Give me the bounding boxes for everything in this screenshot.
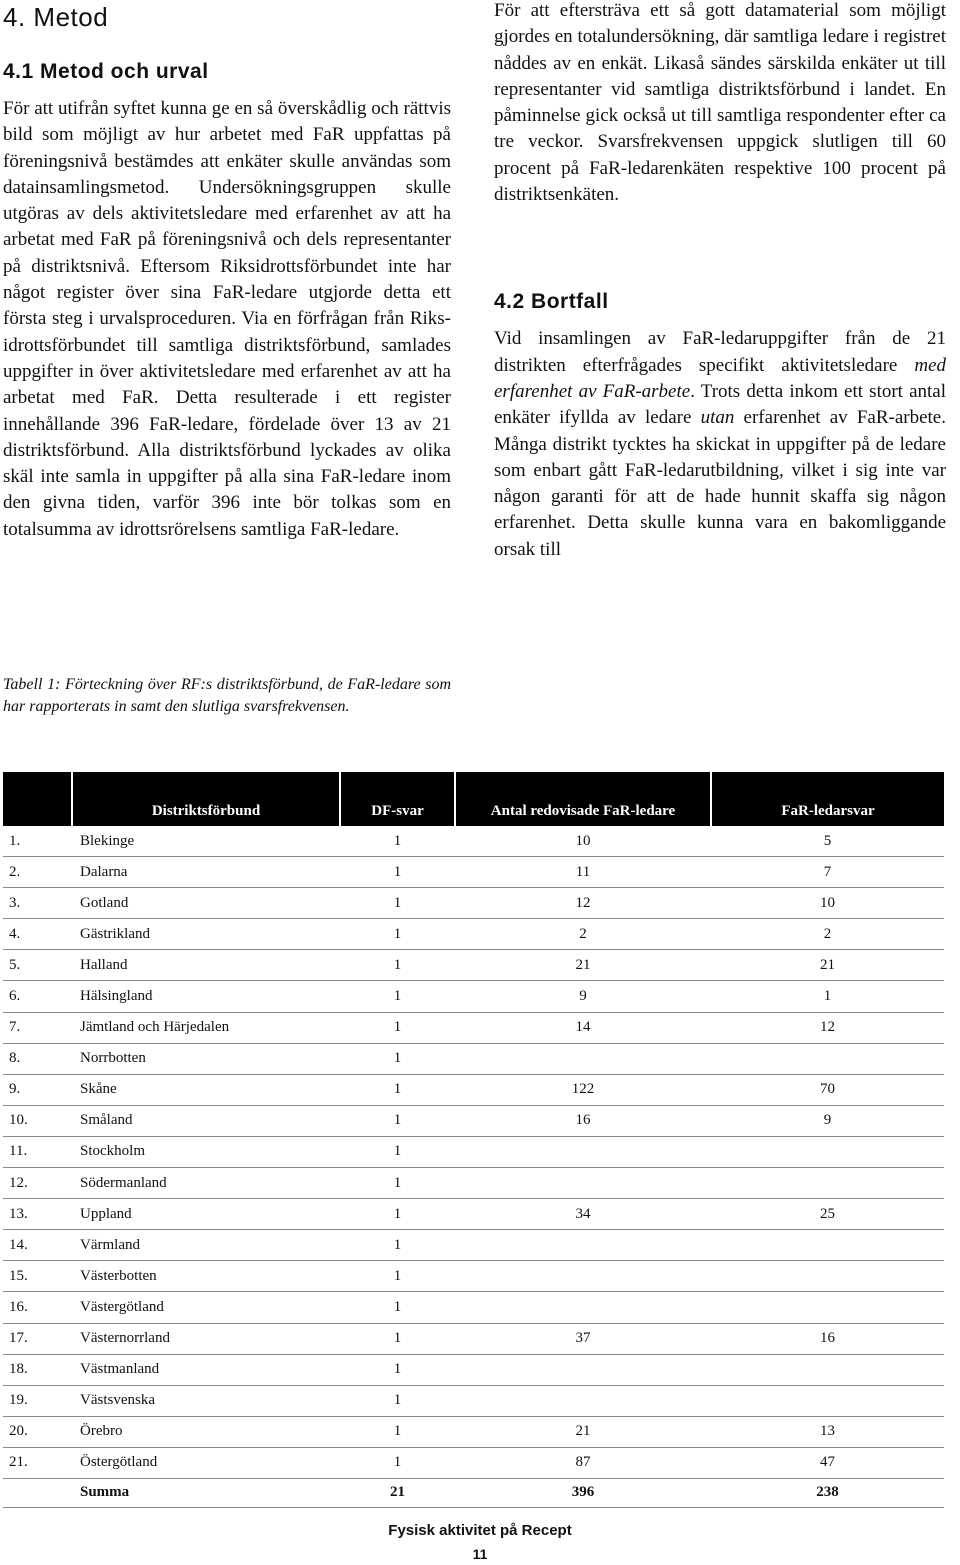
row-antal (455, 1261, 711, 1292)
row-antal: 21 (455, 1416, 711, 1447)
row-antal: 87 (455, 1447, 711, 1478)
chapter-heading: 4. Metod (3, 2, 109, 32)
row-ledarsvar: 70 (711, 1074, 944, 1105)
row-antal: 34 (455, 1199, 711, 1230)
row-ledarsvar: 2 (711, 919, 944, 950)
paragraph-bortfall (494, 326, 946, 563)
row-antal: 12 (455, 888, 711, 919)
row-district: Halland (72, 950, 340, 981)
table-row (3, 1168, 944, 1199)
table-summary-row (3, 1478, 944, 1507)
row-number: 13. (3, 1199, 72, 1230)
table-row (3, 1385, 944, 1416)
row-df-svar: 1 (340, 1385, 455, 1416)
row-number: 18. (3, 1354, 72, 1385)
emphasis-utan: utan (700, 407, 735, 429)
row-ledarsvar (711, 1385, 944, 1416)
header-index (3, 772, 72, 826)
row-district: Stockholm (72, 1136, 340, 1167)
row-df-svar: 1 (340, 1105, 455, 1136)
row-df-svar: 1 (340, 1043, 455, 1074)
row-df-svar: 1 (340, 1447, 455, 1478)
row-number: 17. (3, 1323, 72, 1354)
table-row (3, 981, 944, 1012)
row-ledarsvar (711, 1136, 944, 1167)
footer-title: Fysisk aktivitet på Recept (388, 1522, 572, 1539)
table-row (3, 1447, 944, 1478)
row-ledarsvar: 1 (711, 981, 944, 1012)
row-df-svar: 1 (340, 1230, 455, 1261)
row-ledarsvar: 47 (711, 1447, 944, 1478)
row-district: Västsvenska (72, 1385, 340, 1416)
row-district: Småland (72, 1105, 340, 1136)
row-antal: 37 (455, 1323, 711, 1354)
row-district: Västerbotten (72, 1261, 340, 1292)
district-table (3, 772, 944, 1508)
row-antal: 11 (455, 857, 711, 888)
row-ledarsvar: 16 (711, 1323, 944, 1354)
row-number: 9. (3, 1074, 72, 1105)
table-row (3, 1105, 944, 1136)
row-number: 1. (3, 826, 72, 857)
row-ledarsvar: 21 (711, 950, 944, 981)
row-antal: 14 (455, 1012, 711, 1043)
row-ledarsvar (711, 1292, 944, 1323)
row-antal (455, 1168, 711, 1199)
row-ledarsvar: 12 (711, 1012, 944, 1043)
row-number: 15. (3, 1261, 72, 1292)
row-number: 2. (3, 857, 72, 888)
row-ledarsvar (711, 1168, 944, 1199)
row-number: 6. (3, 981, 72, 1012)
row-number: 16. (3, 1292, 72, 1323)
row-antal (455, 1230, 711, 1261)
row-ledarsvar (711, 1043, 944, 1074)
table-row (3, 1261, 944, 1292)
table-row (3, 1043, 944, 1074)
row-ledarsvar: 7 (711, 857, 944, 888)
header-df-svar: DF-svar (340, 772, 455, 826)
row-df-svar: 1 (340, 1012, 455, 1043)
row-antal (455, 1136, 711, 1167)
table-row (3, 1136, 944, 1167)
summary-antal: 396 (455, 1478, 711, 1507)
summary-ledarsvar: 238 (711, 1478, 944, 1507)
row-antal (455, 1354, 711, 1385)
row-number: 11. (3, 1136, 72, 1167)
row-df-svar: 1 (340, 826, 455, 857)
row-number: 10. (3, 1105, 72, 1136)
row-district: Gotland (72, 888, 340, 919)
row-number: 7. (3, 1012, 72, 1043)
table-header-row (3, 772, 944, 826)
row-number: 14. (3, 1230, 72, 1261)
paragraph-totalundersokning: För att eftersträva ett så gott datamaterial som möjligt gjordes en totalundersökning, där samtliga ledare i registret nåddes av en enkät. Likaså sändes särskilda enkäter ut till representanter vid samtliga distriktsförbund i landet. En påminnelse gick också ut till samtliga respondenter efter ca tre veckor. Svarsfrekvensen uppgick slutligen till 60 procent på FaR-ledarenkäten respektive 100 procent på distriktsenkäten. (494, 0, 946, 206)
row-district: Västmanland (72, 1354, 340, 1385)
row-ledarsvar (711, 1261, 944, 1292)
header-distriktsforbund: Distriktsförbund (72, 772, 340, 826)
table-row (3, 1199, 944, 1230)
row-ledarsvar: 25 (711, 1199, 944, 1230)
row-ledarsvar: 10 (711, 888, 944, 919)
row-district: Blekinge (72, 826, 340, 857)
row-antal (455, 1043, 711, 1074)
table-row (3, 857, 944, 888)
row-df-svar: 1 (340, 857, 455, 888)
row-df-svar: 1 (340, 1354, 455, 1385)
row-df-svar: 1 (340, 1074, 455, 1105)
row-df-svar: 1 (340, 1261, 455, 1292)
row-antal: 16 (455, 1105, 711, 1136)
table-row (3, 1230, 944, 1261)
table-row (3, 1354, 944, 1385)
section-heading-bortfall: 4.2 Bortfall (494, 290, 609, 314)
right-column (494, 0, 946, 563)
row-district: Skåne (72, 1074, 340, 1105)
row-number: 8. (3, 1043, 72, 1074)
table-row (3, 1416, 944, 1447)
row-df-svar: 1 (340, 1136, 455, 1167)
row-number: 5. (3, 950, 72, 981)
row-antal: 122 (455, 1074, 711, 1105)
table-caption: Tabell 1: Förteckning över RF:s distriktsförbund, de FaR-ledare som har rapporterats in samt den slutliga svarsfrekvensen. (3, 676, 451, 715)
header-far-ledarsvar: FaR-ledarsvar (711, 772, 944, 826)
row-antal: 9 (455, 981, 711, 1012)
table-row (3, 1323, 944, 1354)
row-district: Uppland (72, 1199, 340, 1230)
row-ledarsvar: 9 (711, 1105, 944, 1136)
section-heading-metod-och-urval: 4.1 Metod och urval (3, 60, 209, 83)
row-district: Jämtland och Härjedalen (72, 1012, 340, 1043)
row-district: Örebro (72, 1416, 340, 1447)
emphasis-med-erfarenhet: med erfarenhet av FaR-arbete (494, 354, 946, 402)
page-number: 11 (472, 1546, 488, 1562)
row-district: Västergötland (72, 1292, 340, 1323)
summary-label: Summa (72, 1478, 340, 1507)
header-antal-redovisade: Antal redovisade FaR-ledare (455, 772, 711, 826)
text-run: . Trots detta inkom ett stort antal enkäter ifyllda av ledare (494, 380, 946, 429)
row-ledarsvar: 13 (711, 1416, 944, 1447)
table-row (3, 826, 944, 857)
row-antal: 2 (455, 919, 711, 950)
row-district: Norrbotten (72, 1043, 340, 1074)
row-df-svar: 1 (340, 888, 455, 919)
row-antal (455, 1385, 711, 1416)
table-row (3, 888, 944, 919)
row-df-svar: 1 (340, 1292, 455, 1323)
row-district: Södermanland (72, 1168, 340, 1199)
row-ledarsvar: 5 (711, 826, 944, 857)
row-antal: 10 (455, 826, 711, 857)
text-run: erfarenhet av FaR-arbete. Många distrikt tycktes ha skickat in uppgifter på de ledare som enbart gått FaR-ledarutbildning, vilket i sig inte var någon garanti för att de hade hunnit skaffa sig någon erfarenhet. Detta skulle kunna vara en bakomliggande orsak till (494, 407, 946, 560)
row-df-svar: 1 (340, 1199, 455, 1230)
row-df-svar: 1 (340, 981, 455, 1012)
row-number: 21. (3, 1447, 72, 1478)
row-number: 4. (3, 919, 72, 950)
row-ledarsvar (711, 1230, 944, 1261)
row-district: Västernorrland (72, 1323, 340, 1354)
row-ledarsvar (711, 1354, 944, 1385)
row-number: 19. (3, 1385, 72, 1416)
row-district: Dalarna (72, 857, 340, 888)
row-number: 20. (3, 1416, 72, 1447)
row-df-svar: 1 (340, 950, 455, 981)
summary-blank (3, 1478, 72, 1507)
table-row (3, 950, 944, 981)
paragraph-metod-och-urval: För att utifrån syftet kunna ge en så överskådlig och rättvis bild som möjligt av hur arbetet med FaR uppfattas på föreningsnivå bestämdes att enkäter skulle användas som datainsamlingsmetod. Undersökningsgruppen skulle utgöras av dels aktivitetsledare med erfarenhet av att ha arbetat med FaR på föreningsnivå och dels representanter på distriktsnivå. Eftersom Riksidrottsförbundet inte har något register över sina FaR-ledare utgjorde detta ett första steg i urvalsproceduren. Via en förfrågan från Riksidrottsförbundet till samtliga distriktsförbund, samlades uppgifter in över aktivitetsledare med erfarenhet av att ha arbetat med FaR. Detta resulterade i ett register innehållande 396 FaR-ledare, fördelade över 13 av 21 distriktsförbund. Alla distriktsförbund lyckades av olika skäl inte samla in uppgifter på alla sina FaR-ledare inom den givna tiden, varför 396 inte bör tolkas som en totalsumma av idrottsrörelsens samtliga FaR-ledare. (3, 98, 451, 540)
row-district: Gästrikland (72, 919, 340, 950)
row-df-svar: 1 (340, 1168, 455, 1199)
row-district: Värmland (72, 1230, 340, 1261)
row-df-svar: 1 (340, 919, 455, 950)
row-df-svar: 1 (340, 1416, 455, 1447)
row-number: 3. (3, 888, 72, 919)
table-row (3, 1074, 944, 1105)
text-run: Vid insamlingen av FaR-ledaruppgifter från de 21 distrikten efterfrågades specifikt aktivitetsledare (494, 328, 946, 376)
table-row (3, 1012, 944, 1043)
row-df-svar: 1 (340, 1323, 455, 1354)
table-body (3, 826, 944, 1507)
row-district: Östergötland (72, 1447, 340, 1478)
row-antal: 21 (455, 950, 711, 981)
left-column (3, 0, 451, 543)
row-number: 12. (3, 1168, 72, 1199)
row-district: Hälsingland (72, 981, 340, 1012)
summary-df-svar: 21 (340, 1478, 455, 1507)
table-row (3, 919, 944, 950)
table-row (3, 1292, 944, 1323)
row-antal (455, 1292, 711, 1323)
